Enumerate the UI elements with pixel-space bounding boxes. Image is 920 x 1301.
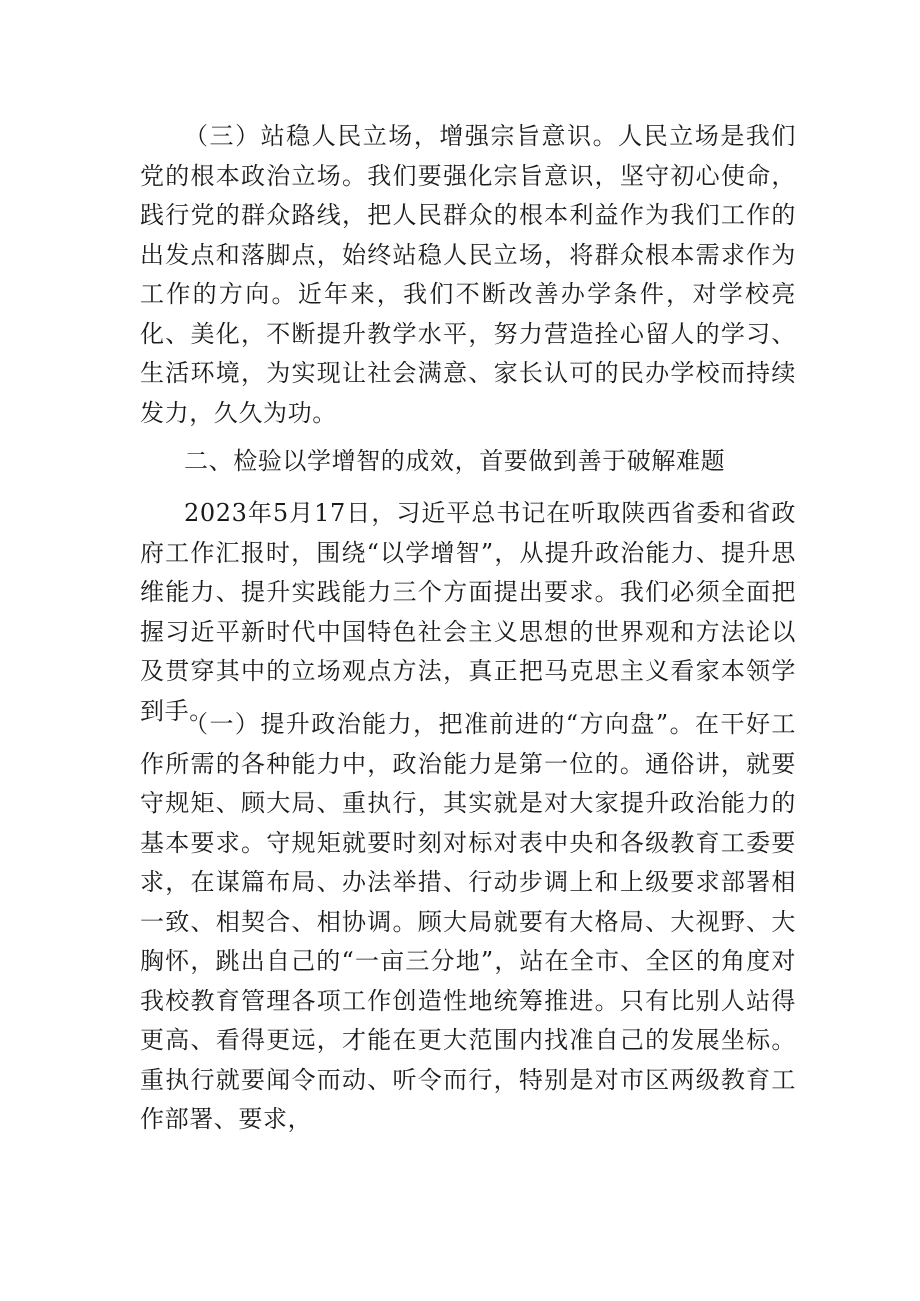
paragraph-political-ability: （一）提升政治能力，把准前进的“方向盘”。在干好工作所需的各种能力中，政治能力是第一位的。通俗讲，就要守规矩、顾大局、重执行，其实就是对大家提升政治能力的基本要求。守规矩就要时刻对标对表中央和各级教育工委要求，在谋篇布局、办法举措、行动步调上和上级要求部署相一致、相契合、相协调。顾大局就要有大格局、大视野、大胸怀，跳出自己的“一亩三分地”，站在全市、全区的角度对我校教育管理各项工作创造性地统筹推进。只有比别人站得更高、看得更远，才能在更大范围内找准自己的发展坐标。重执行就要闻令而动、听令而行，特别是对市区两级教育工作部署、要求， [140, 710, 796, 1133]
section-heading-two: 二、检验以学增智的成效，首要做到善于破解难题 [184, 447, 726, 475]
paragraph-people-stance: （三）站稳人民立场，增强宗旨意识。人民立场是我们党的根本政治立场。我们要强化宗旨意识，坚守初心使命，践行党的群众路线，把人民群众的根本利益作为我们工作的出发点和落脚点，始终站稳人民立场，将群众根本需求作为工作的方向。近年来，我们不断改善办学条件，对学校亮化、美化，不断提升教学水平，努力营造拴心留人的学习、生活环境，为实现让社会满意、家长认可的民办学校而持续发力，久久为功。 [140, 122, 796, 427]
paragraph-speech-2023: 2023年5月17日，习近平总书记在听取陕西省委和省政府工作汇报时，围绕“以学增智”，从提升政治能力、提升思维能力、提升实践能力三个方面提出要求。我们必须全面把握习近平新时代中国特色社会主义思想的世界观和方法论以及贯穿其中的立场观点方法，真正把马克思主义看家本领学到手。 [140, 499, 796, 725]
